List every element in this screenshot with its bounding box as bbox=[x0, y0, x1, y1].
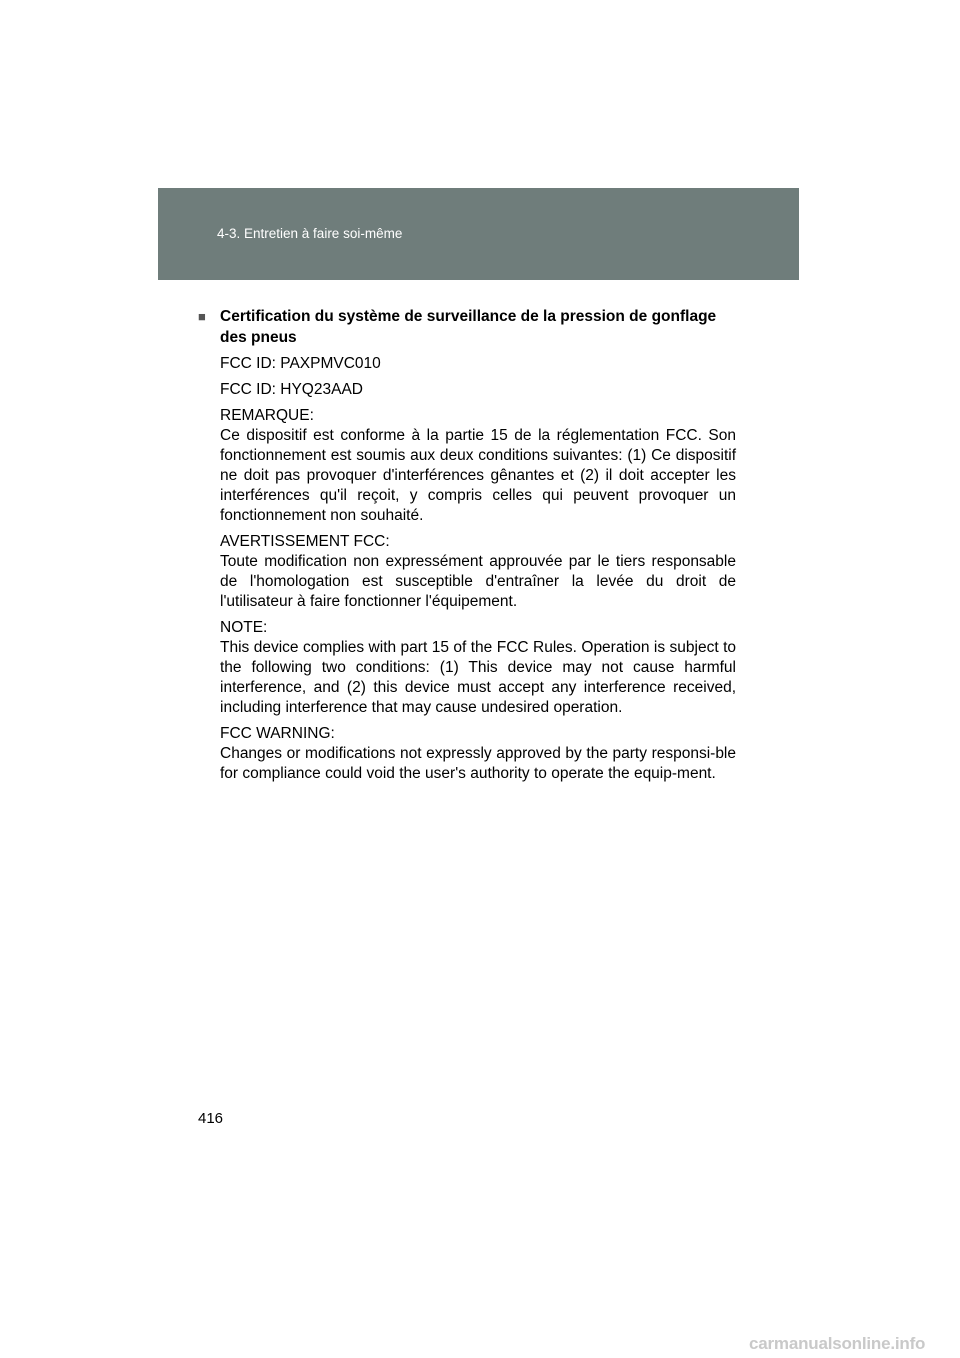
fcc-id-1 bbox=[220, 354, 736, 374]
avertissement-title: AVERTISSEMENT FCC: bbox=[220, 533, 390, 550]
note-text: This device complies with part 15 of the FCC Rules. Operation is subject to the following two conditions: (1) This device may not cause harmful interference, and (2) this device must accept any interference received, including interference that may cause undesired operation. bbox=[220, 639, 736, 716]
watermark: carmanualsonline.info bbox=[749, 1334, 926, 1353]
fcc-id-2 bbox=[220, 380, 736, 400]
section-title: 4-3. Entretien à faire soi-même bbox=[217, 226, 403, 241]
remarque-text: Ce dispositif est conforme à la partie 15 de la réglementation FCC. Son fonctionnement est soumis aux deux conditions suivantes: (1) Ce dispositif ne doit pas provoquer d'interférences gênantes et (2) il doit accepter les interférences qu'il reçoit, y compris celles qui peuvent provoquer un fonctionnement non souhaité. bbox=[220, 427, 736, 524]
remarque-title: REMARQUE: bbox=[220, 407, 314, 424]
avertissement-text: Toute modification non expressément approuvée par le tiers responsable de l'homologation est susceptible d'entraîner la levée du droit de l'utilisateur à faire fonctionner l'équipement. bbox=[220, 553, 736, 610]
section-heading bbox=[198, 306, 736, 348]
page-number: 416 bbox=[198, 1110, 224, 1127]
fcc-id-2-text: FCC ID: HYQ23AAD bbox=[220, 381, 363, 398]
warning-text: Changes or modifications not expressly approved by the party responsi-ble for compliance could void the user's authority to operate the equip-ment. bbox=[220, 745, 736, 782]
avertissement-block bbox=[220, 532, 736, 612]
main-content bbox=[198, 306, 736, 784]
remarque-block bbox=[220, 406, 736, 526]
fcc-id-1-text: FCC ID: PAXPMVC010 bbox=[220, 355, 381, 372]
square-bullet-icon: ■ bbox=[198, 309, 206, 324]
warning-block bbox=[220, 724, 736, 784]
section-heading-text: Certification du système de surveillance de la pression de gonflage des pneus bbox=[220, 308, 717, 346]
warning-title: FCC WARNING: bbox=[220, 725, 335, 742]
note-title: NOTE: bbox=[220, 619, 268, 636]
header-band bbox=[158, 188, 799, 280]
note-block bbox=[220, 618, 736, 718]
